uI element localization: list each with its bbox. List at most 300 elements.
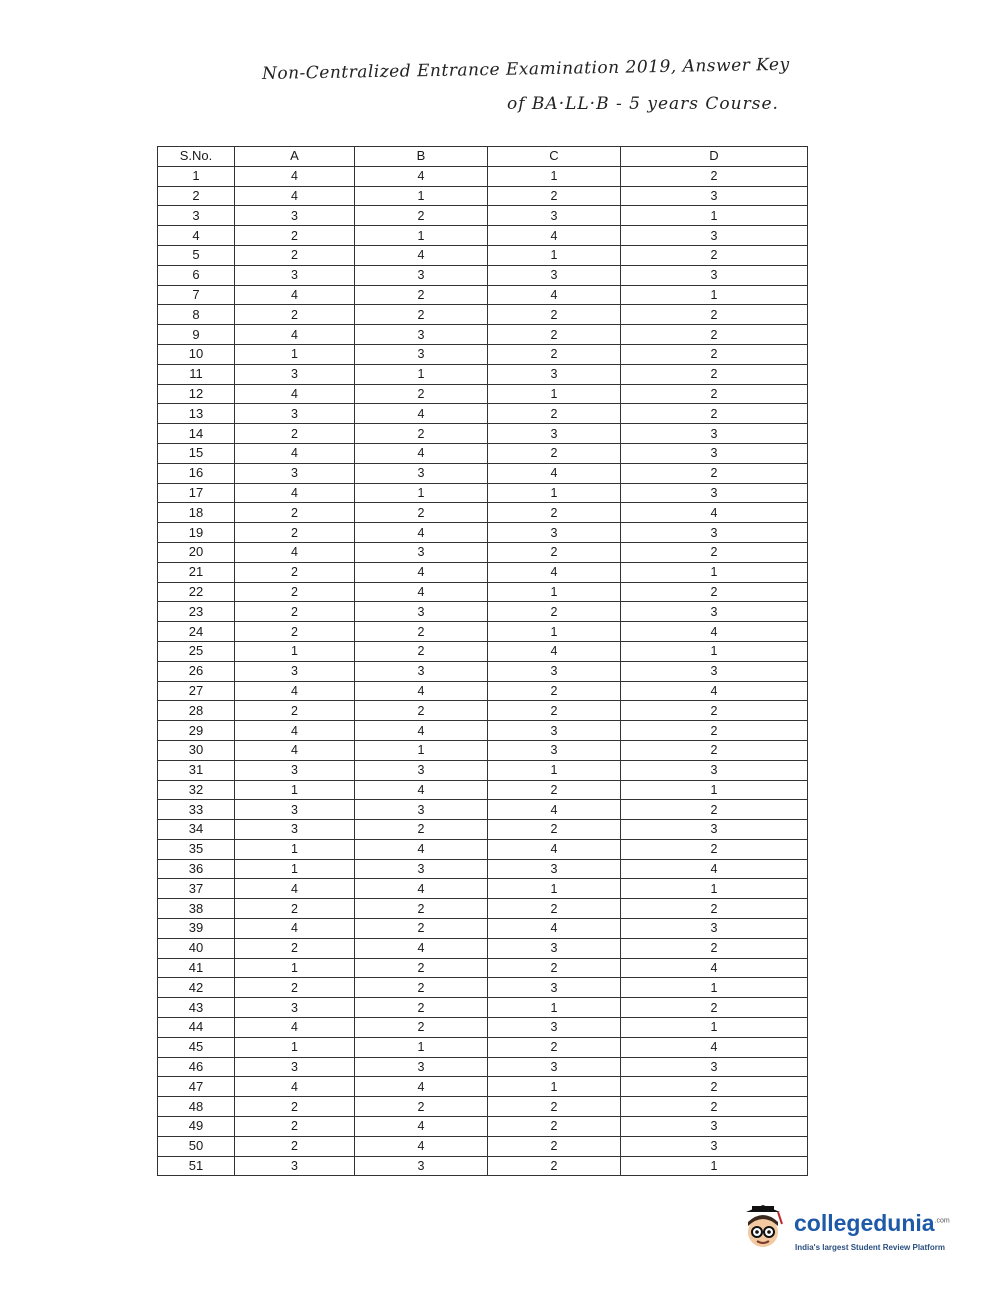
table-row xyxy=(158,740,808,760)
cell-set-d: 2 xyxy=(621,166,808,186)
cell-set-b: 2 xyxy=(355,701,488,721)
cell-set-d: 3 xyxy=(621,483,808,503)
cell-sno: 6 xyxy=(158,265,235,285)
cell-sno: 26 xyxy=(158,661,235,681)
cell-set-b: 4 xyxy=(355,879,488,899)
cell-set-a: 4 xyxy=(235,186,355,206)
table-row xyxy=(158,938,808,958)
table-row xyxy=(158,800,808,820)
table-row xyxy=(158,1018,808,1038)
cell-set-c: 2 xyxy=(488,958,621,978)
cell-set-b: 4 xyxy=(355,443,488,463)
cell-set-a: 4 xyxy=(235,483,355,503)
cell-set-a: 2 xyxy=(235,899,355,919)
cell-set-b: 4 xyxy=(355,523,488,543)
cell-set-b: 2 xyxy=(355,384,488,404)
cell-set-c: 3 xyxy=(488,1057,621,1077)
table-row xyxy=(158,1136,808,1156)
cell-set-a: 2 xyxy=(235,602,355,622)
cell-set-b: 3 xyxy=(355,325,488,345)
cell-set-d: 3 xyxy=(621,602,808,622)
cell-set-c: 1 xyxy=(488,760,621,780)
cell-set-a: 1 xyxy=(235,1037,355,1057)
cell-set-b: 3 xyxy=(355,760,488,780)
cell-set-d: 1 xyxy=(621,879,808,899)
heading-line-2: of BA·LL·B - 5 years Course. xyxy=(507,94,779,114)
cell-set-c: 3 xyxy=(488,978,621,998)
cell-set-a: 2 xyxy=(235,622,355,642)
logo-suffix: .com xyxy=(934,1217,950,1225)
cell-set-c: 3 xyxy=(488,424,621,444)
table-row xyxy=(158,661,808,681)
cell-set-c: 2 xyxy=(488,681,621,701)
cell-set-b: 2 xyxy=(355,1097,488,1117)
cell-set-d: 1 xyxy=(621,641,808,661)
cell-set-d: 2 xyxy=(621,404,808,424)
cell-sno: 24 xyxy=(158,622,235,642)
cell-sno: 38 xyxy=(158,899,235,919)
table-row xyxy=(158,1037,808,1057)
cell-sno: 19 xyxy=(158,523,235,543)
cell-set-b: 4 xyxy=(355,404,488,424)
table-row xyxy=(158,384,808,404)
cell-sno: 9 xyxy=(158,325,235,345)
cell-set-d: 2 xyxy=(621,938,808,958)
cell-set-d: 3 xyxy=(621,661,808,681)
table-row xyxy=(158,226,808,246)
cell-sno: 34 xyxy=(158,820,235,840)
cell-set-d: 3 xyxy=(621,1136,808,1156)
cell-set-b: 4 xyxy=(355,681,488,701)
cell-set-d: 4 xyxy=(621,622,808,642)
cell-set-d: 2 xyxy=(621,364,808,384)
cell-set-a: 4 xyxy=(235,542,355,562)
cell-set-d: 3 xyxy=(621,919,808,939)
cell-set-b: 2 xyxy=(355,958,488,978)
cell-set-b: 2 xyxy=(355,919,488,939)
cell-set-d: 2 xyxy=(621,325,808,345)
table-row xyxy=(158,483,808,503)
cell-set-d: 2 xyxy=(621,582,808,602)
cell-sno: 35 xyxy=(158,839,235,859)
cell-set-b: 2 xyxy=(355,1018,488,1038)
cell-set-b: 1 xyxy=(355,186,488,206)
answer-key-table xyxy=(157,146,808,1176)
cell-set-a: 4 xyxy=(235,443,355,463)
cell-set-c: 2 xyxy=(488,404,621,424)
cell-set-b: 3 xyxy=(355,344,488,364)
cell-set-c: 1 xyxy=(488,582,621,602)
cell-set-d: 3 xyxy=(621,424,808,444)
cell-set-a: 1 xyxy=(235,958,355,978)
cell-set-a: 4 xyxy=(235,879,355,899)
cell-set-a: 1 xyxy=(235,344,355,364)
cell-set-b: 2 xyxy=(355,503,488,523)
cell-sno: 45 xyxy=(158,1037,235,1057)
header-set-d: D xyxy=(621,147,808,167)
table-row xyxy=(158,899,808,919)
table-row xyxy=(158,641,808,661)
cell-set-b: 2 xyxy=(355,998,488,1018)
cell-set-a: 3 xyxy=(235,1156,355,1176)
table-body xyxy=(158,166,808,1176)
cell-set-d: 1 xyxy=(621,780,808,800)
cell-sno: 17 xyxy=(158,483,235,503)
cell-set-c: 1 xyxy=(488,166,621,186)
cell-set-b: 3 xyxy=(355,265,488,285)
cell-set-c: 3 xyxy=(488,740,621,760)
cell-set-a: 2 xyxy=(235,523,355,543)
cell-sno: 47 xyxy=(158,1077,235,1097)
cell-set-d: 1 xyxy=(621,1156,808,1176)
cell-set-c: 4 xyxy=(488,285,621,305)
cell-set-b: 3 xyxy=(355,542,488,562)
cell-set-a: 2 xyxy=(235,503,355,523)
cell-set-d: 2 xyxy=(621,701,808,721)
cell-sno: 42 xyxy=(158,978,235,998)
cell-set-d: 2 xyxy=(621,463,808,483)
cell-set-c: 3 xyxy=(488,661,621,681)
cell-set-c: 1 xyxy=(488,998,621,1018)
cell-set-c: 2 xyxy=(488,780,621,800)
header-set-c: C xyxy=(488,147,621,167)
table-row xyxy=(158,760,808,780)
table-row xyxy=(158,325,808,345)
table-row xyxy=(158,542,808,562)
cell-set-c: 4 xyxy=(488,800,621,820)
cell-set-a: 3 xyxy=(235,1057,355,1077)
cell-set-d: 2 xyxy=(621,800,808,820)
cell-set-d: 2 xyxy=(621,998,808,1018)
cell-set-a: 2 xyxy=(235,1117,355,1137)
cell-set-a: 2 xyxy=(235,582,355,602)
cell-set-a: 2 xyxy=(235,424,355,444)
cell-set-a: 4 xyxy=(235,1018,355,1038)
cell-set-b: 2 xyxy=(355,641,488,661)
cell-set-d: 2 xyxy=(621,1077,808,1097)
table-row xyxy=(158,958,808,978)
cell-set-b: 4 xyxy=(355,839,488,859)
table-row xyxy=(158,245,808,265)
cell-set-c: 2 xyxy=(488,1037,621,1057)
table-row xyxy=(158,1117,808,1137)
table-row xyxy=(158,998,808,1018)
cell-sno: 13 xyxy=(158,404,235,424)
table-row xyxy=(158,1057,808,1077)
cell-set-b: 3 xyxy=(355,463,488,483)
cell-set-a: 2 xyxy=(235,562,355,582)
cell-set-c: 1 xyxy=(488,879,621,899)
collegedunia-logo xyxy=(738,1198,968,1258)
table-row xyxy=(158,424,808,444)
cell-set-a: 1 xyxy=(235,839,355,859)
cell-sno: 10 xyxy=(158,344,235,364)
cell-set-a: 3 xyxy=(235,265,355,285)
cell-set-b: 4 xyxy=(355,780,488,800)
cell-set-a: 4 xyxy=(235,384,355,404)
table-row xyxy=(158,1097,808,1117)
cell-set-c: 2 xyxy=(488,701,621,721)
cell-set-d: 3 xyxy=(621,226,808,246)
table-row xyxy=(158,1077,808,1097)
cell-set-c: 4 xyxy=(488,919,621,939)
cell-set-d: 3 xyxy=(621,443,808,463)
cell-set-a: 3 xyxy=(235,800,355,820)
cell-set-b: 4 xyxy=(355,1117,488,1137)
cell-set-d: 3 xyxy=(621,820,808,840)
cell-set-a: 4 xyxy=(235,325,355,345)
table-row xyxy=(158,701,808,721)
cell-set-d: 2 xyxy=(621,1097,808,1117)
cell-set-d: 1 xyxy=(621,562,808,582)
cell-set-a: 2 xyxy=(235,226,355,246)
cell-sno: 50 xyxy=(158,1136,235,1156)
table-row xyxy=(158,602,808,622)
cell-set-d: 4 xyxy=(621,503,808,523)
cell-set-b: 2 xyxy=(355,206,488,226)
cell-set-b: 2 xyxy=(355,622,488,642)
cell-set-a: 3 xyxy=(235,404,355,424)
table-row xyxy=(158,186,808,206)
cell-set-d: 2 xyxy=(621,721,808,741)
cell-set-c: 1 xyxy=(488,622,621,642)
cell-set-b: 1 xyxy=(355,1037,488,1057)
table-row xyxy=(158,622,808,642)
cell-set-b: 4 xyxy=(355,721,488,741)
table-row xyxy=(158,562,808,582)
cell-set-c: 2 xyxy=(488,443,621,463)
cell-set-c: 3 xyxy=(488,721,621,741)
cell-sno: 28 xyxy=(158,701,235,721)
cell-sno: 44 xyxy=(158,1018,235,1038)
cell-set-d: 1 xyxy=(621,1018,808,1038)
cell-set-b: 3 xyxy=(355,859,488,879)
logo-tagline: India's largest Student Review Platform xyxy=(795,1243,945,1252)
table-row xyxy=(158,305,808,325)
cell-sno: 41 xyxy=(158,958,235,978)
table-row xyxy=(158,1156,808,1176)
cell-sno: 8 xyxy=(158,305,235,325)
cell-set-d: 1 xyxy=(621,285,808,305)
cell-sno: 46 xyxy=(158,1057,235,1077)
table-row xyxy=(158,820,808,840)
cell-sno: 25 xyxy=(158,641,235,661)
cell-sno: 29 xyxy=(158,721,235,741)
cell-set-d: 2 xyxy=(621,344,808,364)
cell-set-b: 4 xyxy=(355,562,488,582)
table-row xyxy=(158,503,808,523)
cell-set-d: 1 xyxy=(621,978,808,998)
cell-set-b: 4 xyxy=(355,1136,488,1156)
table-row xyxy=(158,839,808,859)
cell-set-c: 2 xyxy=(488,503,621,523)
cell-set-b: 1 xyxy=(355,364,488,384)
cell-set-a: 3 xyxy=(235,364,355,384)
table-row xyxy=(158,879,808,899)
cell-set-c: 1 xyxy=(488,1077,621,1097)
cell-set-a: 4 xyxy=(235,285,355,305)
cell-sno: 43 xyxy=(158,998,235,1018)
cell-set-a: 1 xyxy=(235,641,355,661)
cell-set-b: 4 xyxy=(355,1077,488,1097)
cell-set-b: 2 xyxy=(355,305,488,325)
cell-set-b: 2 xyxy=(355,424,488,444)
cell-sno: 23 xyxy=(158,602,235,622)
cell-set-c: 1 xyxy=(488,245,621,265)
cell-sno: 4 xyxy=(158,226,235,246)
cell-sno: 33 xyxy=(158,800,235,820)
cell-set-b: 2 xyxy=(355,978,488,998)
cell-sno: 27 xyxy=(158,681,235,701)
cell-sno: 5 xyxy=(158,245,235,265)
cell-set-b: 3 xyxy=(355,1057,488,1077)
table-row xyxy=(158,265,808,285)
cell-set-a: 3 xyxy=(235,463,355,483)
cell-set-a: 2 xyxy=(235,1097,355,1117)
cell-set-a: 3 xyxy=(235,998,355,1018)
cell-set-b: 3 xyxy=(355,661,488,681)
cell-set-b: 2 xyxy=(355,820,488,840)
cell-set-a: 2 xyxy=(235,978,355,998)
cell-set-d: 1 xyxy=(621,206,808,226)
table-row xyxy=(158,721,808,741)
header-set-b: B xyxy=(355,147,488,167)
cell-set-b: 4 xyxy=(355,582,488,602)
cell-set-a: 2 xyxy=(235,701,355,721)
cell-sno: 39 xyxy=(158,919,235,939)
cell-set-c: 3 xyxy=(488,265,621,285)
cell-set-d: 2 xyxy=(621,542,808,562)
cell-set-c: 2 xyxy=(488,186,621,206)
cell-set-a: 1 xyxy=(235,780,355,800)
cell-set-c: 4 xyxy=(488,463,621,483)
cell-set-c: 4 xyxy=(488,226,621,246)
cell-set-c: 3 xyxy=(488,938,621,958)
cell-sno: 49 xyxy=(158,1117,235,1137)
cell-set-d: 4 xyxy=(621,1037,808,1057)
cell-set-a: 3 xyxy=(235,760,355,780)
header-set-a: A xyxy=(235,147,355,167)
cell-sno: 36 xyxy=(158,859,235,879)
cell-set-d: 3 xyxy=(621,265,808,285)
cell-set-d: 3 xyxy=(621,1117,808,1137)
cell-sno: 37 xyxy=(158,879,235,899)
table-row xyxy=(158,523,808,543)
cell-sno: 15 xyxy=(158,443,235,463)
table-row xyxy=(158,582,808,602)
table-row xyxy=(158,404,808,424)
cell-sno: 51 xyxy=(158,1156,235,1176)
table-row xyxy=(158,206,808,226)
cell-set-d: 4 xyxy=(621,681,808,701)
cell-set-c: 2 xyxy=(488,305,621,325)
table-row xyxy=(158,344,808,364)
cell-sno: 3 xyxy=(158,206,235,226)
cell-set-a: 2 xyxy=(235,305,355,325)
cell-set-a: 2 xyxy=(235,1136,355,1156)
cell-set-c: 2 xyxy=(488,1097,621,1117)
cell-sno: 14 xyxy=(158,424,235,444)
cell-set-a: 2 xyxy=(235,938,355,958)
table-row xyxy=(158,681,808,701)
cell-set-d: 3 xyxy=(621,186,808,206)
cell-sno: 2 xyxy=(158,186,235,206)
logo-brand: collegedunia$^{.com}$ xyxy=(794,1210,950,1236)
cell-set-a: 4 xyxy=(235,166,355,186)
cell-sno: 40 xyxy=(158,938,235,958)
cell-set-c: 4 xyxy=(488,641,621,661)
cell-set-c: 2 xyxy=(488,1136,621,1156)
cell-set-a: 4 xyxy=(235,740,355,760)
mascot-icon xyxy=(738,1202,790,1254)
cell-set-d: 2 xyxy=(621,740,808,760)
table-row xyxy=(158,978,808,998)
cell-set-d: 2 xyxy=(621,245,808,265)
cell-set-b: 1 xyxy=(355,226,488,246)
cell-set-b: 1 xyxy=(355,740,488,760)
cell-set-c: 2 xyxy=(488,344,621,364)
cell-set-b: 3 xyxy=(355,1156,488,1176)
table-row xyxy=(158,443,808,463)
cell-sno: 1 xyxy=(158,166,235,186)
cell-sno: 18 xyxy=(158,503,235,523)
cell-sno: 21 xyxy=(158,562,235,582)
cell-sno: 30 xyxy=(158,740,235,760)
cell-set-b: 2 xyxy=(355,899,488,919)
cell-set-c: 2 xyxy=(488,1156,621,1176)
cell-set-a: 4 xyxy=(235,681,355,701)
cell-set-c: 2 xyxy=(488,1117,621,1137)
cell-sno: 12 xyxy=(158,384,235,404)
cell-set-d: 3 xyxy=(621,1057,808,1077)
cell-sno: 32 xyxy=(158,780,235,800)
cell-set-d: 4 xyxy=(621,859,808,879)
cell-set-d: 3 xyxy=(621,760,808,780)
cell-set-d: 2 xyxy=(621,899,808,919)
cell-set-a: 4 xyxy=(235,721,355,741)
cell-set-b: 1 xyxy=(355,483,488,503)
cell-set-c: 2 xyxy=(488,899,621,919)
cell-set-a: 4 xyxy=(235,919,355,939)
cell-set-c: 3 xyxy=(488,1018,621,1038)
cell-sno: 11 xyxy=(158,364,235,384)
table-row xyxy=(158,463,808,483)
table-row xyxy=(158,364,808,384)
cell-set-b: 4 xyxy=(355,166,488,186)
cell-set-c: 3 xyxy=(488,206,621,226)
cell-set-a: 2 xyxy=(235,245,355,265)
cell-set-a: 3 xyxy=(235,820,355,840)
cell-set-d: 3 xyxy=(621,523,808,543)
cell-set-c: 2 xyxy=(488,542,621,562)
cell-set-a: 1 xyxy=(235,859,355,879)
cell-set-b: 4 xyxy=(355,938,488,958)
cell-set-b: 3 xyxy=(355,800,488,820)
table-row xyxy=(158,919,808,939)
cell-set-c: 3 xyxy=(488,859,621,879)
heading-line-1: Non-Centralized Entrance Examination 2019, Answer Key xyxy=(261,54,790,84)
cell-set-c: 4 xyxy=(488,562,621,582)
cell-set-a: 3 xyxy=(235,661,355,681)
table-row xyxy=(158,859,808,879)
cell-sno: 48 xyxy=(158,1097,235,1117)
table-row xyxy=(158,285,808,305)
cell-set-c: 1 xyxy=(488,483,621,503)
cell-set-a: 3 xyxy=(235,206,355,226)
cell-set-c: 2 xyxy=(488,820,621,840)
table-row xyxy=(158,166,808,186)
cell-sno: 20 xyxy=(158,542,235,562)
